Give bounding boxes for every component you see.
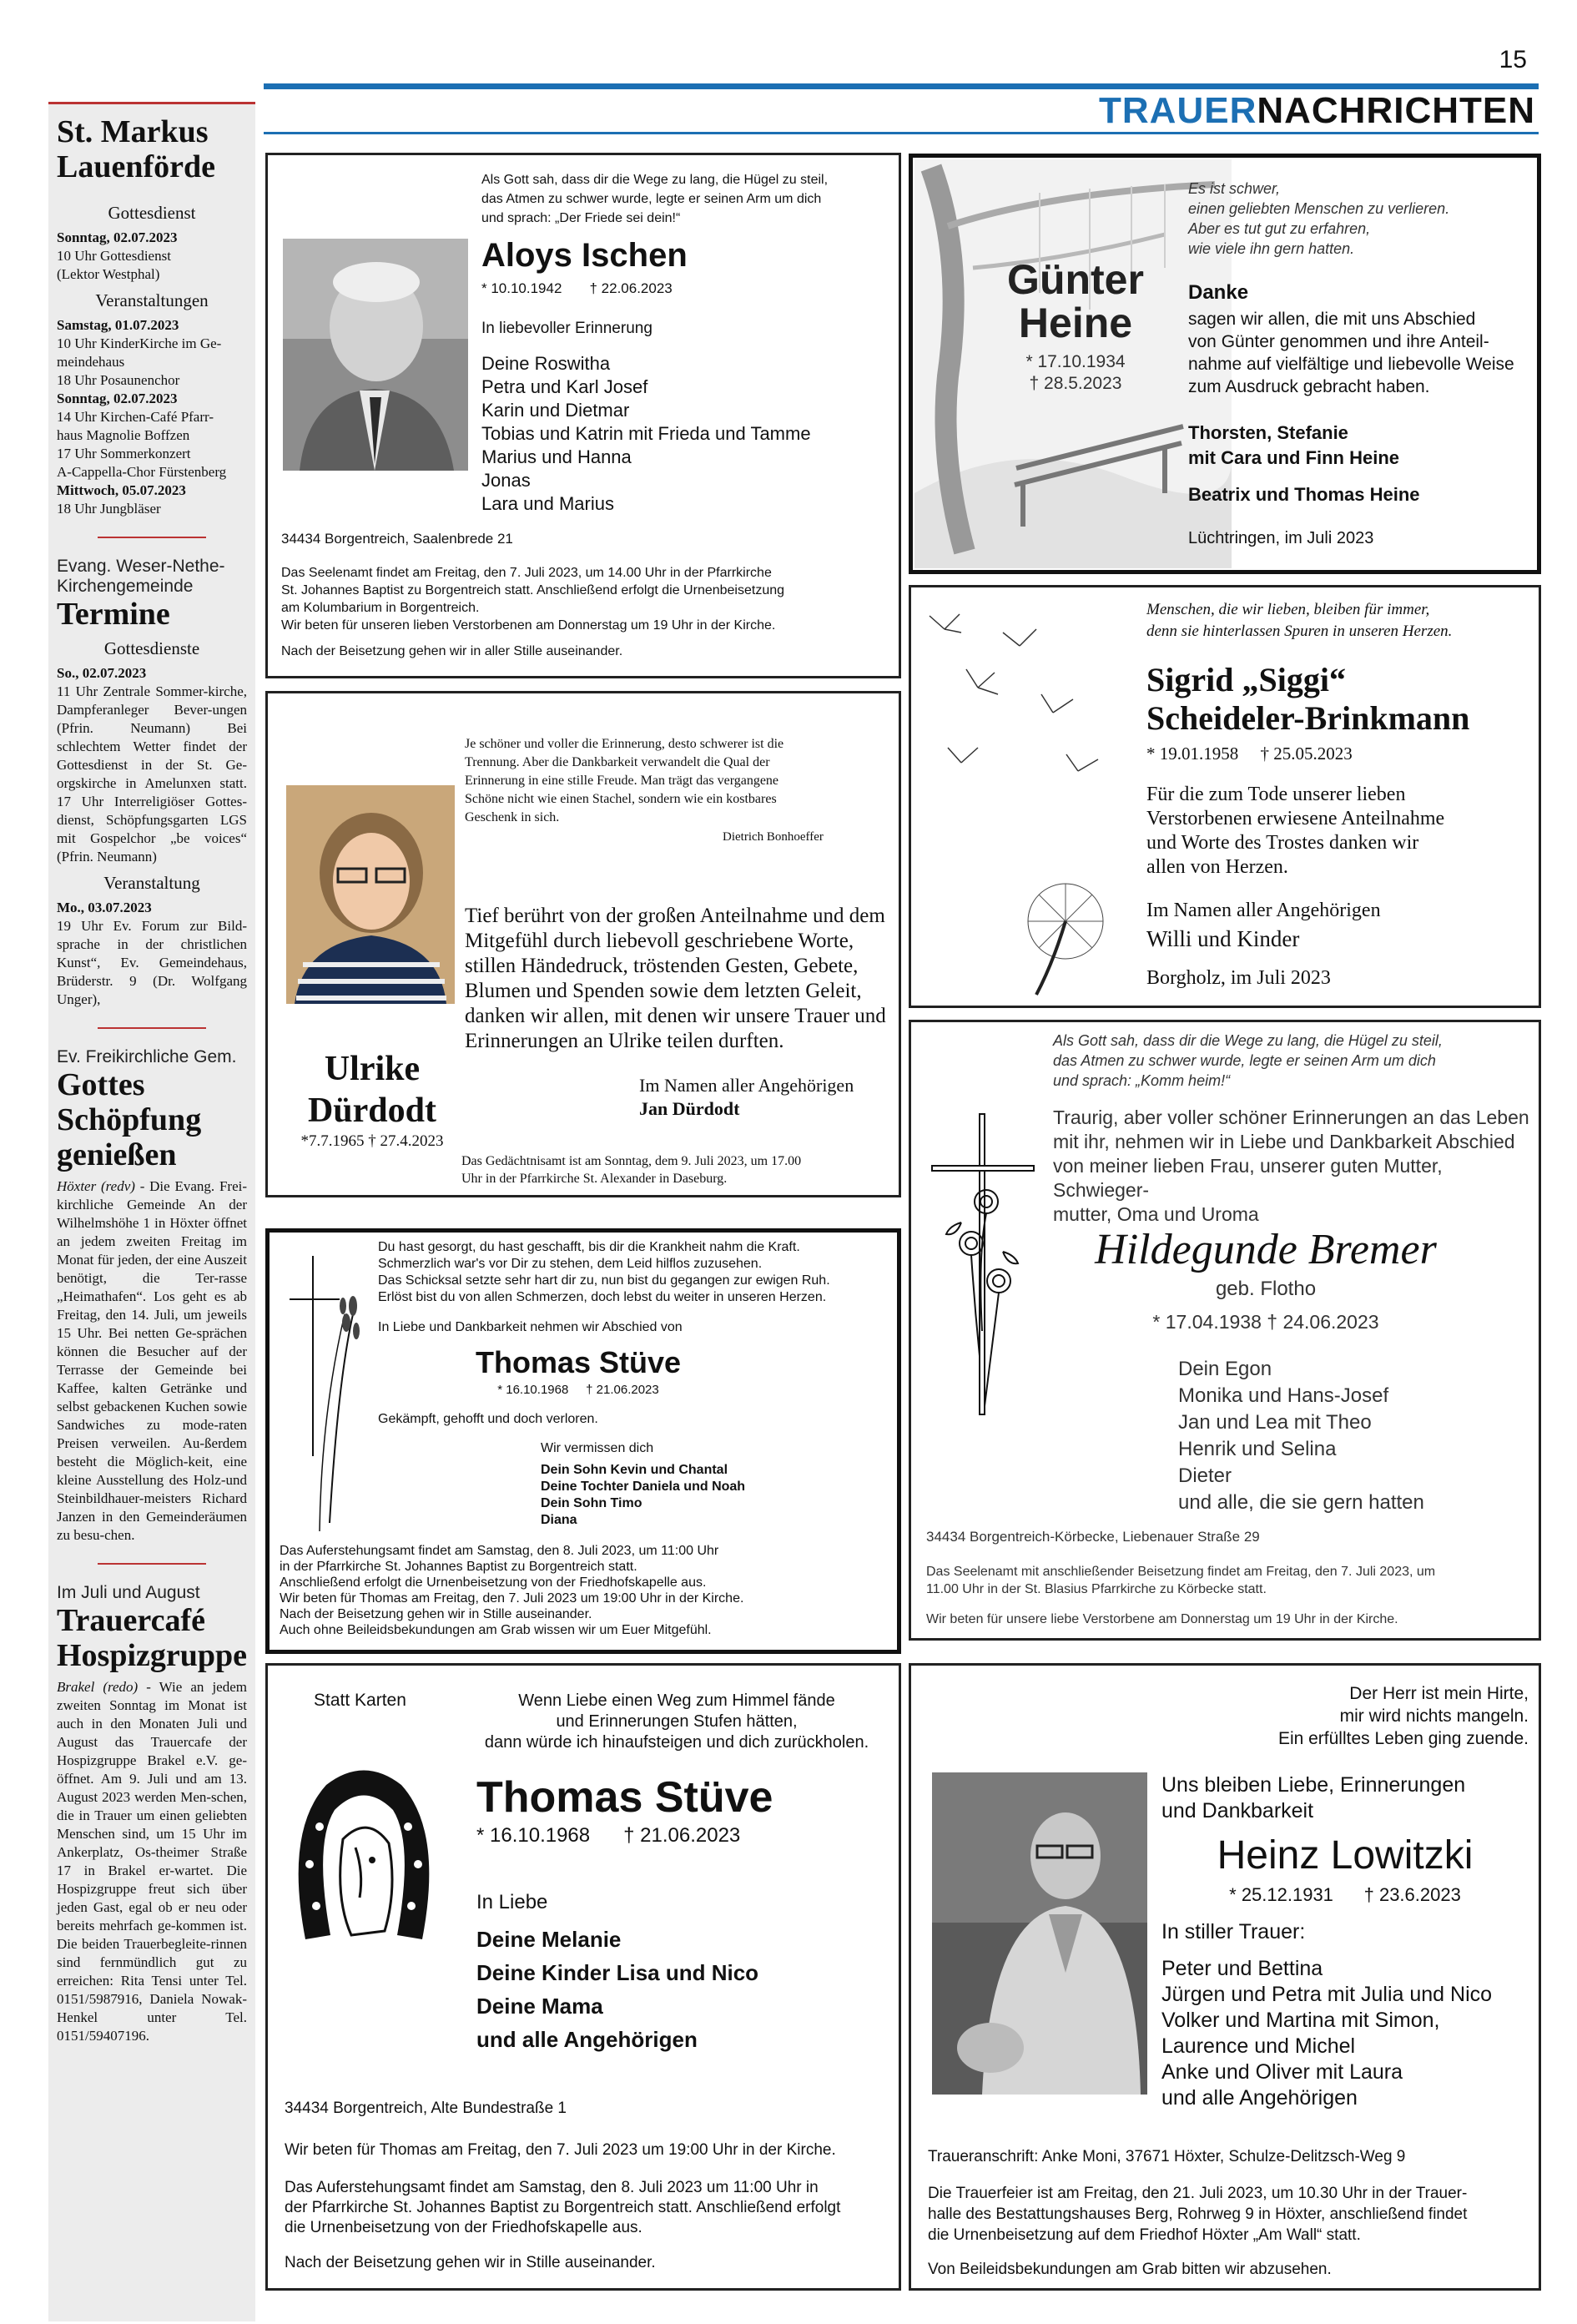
sidebar <box>48 102 255 2321</box>
aloys-mourners: Deine Roswitha Petra und Karl Josef Karin und Dietmar Tobias und Katrin mit Frieda und Tamme Marius und Hanna Jonas Lara und Marius <box>481 353 811 514</box>
sigrid-dates: * 19.01.1958 † 25.05.2023 <box>1146 744 1353 764</box>
header-rule-top <box>264 83 1539 89</box>
thomas1-name: Thomas Stüve <box>475 1345 682 1379</box>
aloys-address: 34434 Borgentreich, Saalenbrede 21 <box>281 531 513 547</box>
article-termine <box>57 557 247 1009</box>
guenter-family: Thorsten, Stefanie mit Cara und Finn Heine Beatrix und Thomas Heine <box>1188 422 1420 505</box>
guenter-thanks-title: Danke <box>1188 281 1249 304</box>
portrait-photo <box>283 239 468 471</box>
guenter-thanks-text: sagen wir allen, die mit uns Abschied von Günter genommen und ihre Anteil- nahme auf vielfältige und liebevolle Weise zum Ausdruck gebracht haben. <box>1188 310 1514 396</box>
thomas2-address: 34434 Borgentreich, Alte Bundestraße 1 <box>285 2100 567 2117</box>
thomas2-name: Thomas Stüve <box>476 1773 773 1822</box>
ulrike-mass: Das Gedächtnisamt ist am Sonntag, dem 9. Juli 2023, um 17.00 Uhr in der Pfarrkirche St. Alexander in Daseburg. <box>461 1154 802 1186</box>
aloys-intro: In liebevoller Erinnerung <box>481 320 652 337</box>
thomas1-dates: * 16.10.1968 † 21.06.2023 <box>497 1383 659 1397</box>
cross-with-wheat-illustration <box>280 1248 371 1540</box>
cafe-kicker: Im Juli und August <box>57 1583 200 1602</box>
thomas2-statt-karten: Statt Karten <box>314 1691 406 1710</box>
guenter-name: Günter Heine <box>1007 256 1144 346</box>
sigrid-text: Für die zum Tode unserer lieben Verstorbenen erwiesene Anteilnahme und Worte des Trostes danken wir allen von Herzen. <box>1146 784 1445 878</box>
hildegunde-maiden-name: geb. Flotho <box>1215 1278 1317 1300</box>
obituary-ulrike-duerdodt <box>265 691 901 1197</box>
sigrid-quote: Menschen, die wir lieben, bleiben für immer, denn sie hinterlassen Spuren in unseren Herzen. <box>1146 601 1453 640</box>
termine-sub-gottesdienste: Gottesdienste <box>103 638 200 658</box>
obituary-thomas-stueve-children <box>265 1228 901 1654</box>
termine-kicker: Evang. Weser-Nethe-Kirchengemeinde <box>57 557 225 596</box>
thomas2-notice: Das Auferstehungsamt findet am Samstag, den 8. Juli 2023 um 11:00 Uhr in der Pfarrkirche St. Johannes Baptist zu Borgentreich statt. Anschließend erfolgt die Urnenbeisetzung von der Friedhofskapelle aus. Nach der Beisetzung gehen wir in Stille auseinander. <box>285 2179 841 2271</box>
ulrike-signature: Im Namen aller Angehörigen Jan Dürdodt <box>639 1075 854 1119</box>
thomas1-notice: Das Auferstehungsamt findet am Samstag, den 8. Juli 2023, um 11:00 Uhr in der Pfarrkirche St. Johannes Baptist zu Borgentreich statt. Anschließend erfolgt die Urnenbeisetzung von der Friedhofskapelle aus. Wir beten für Thomas am Freitag, den 7. Juli 2023 um 19:00 Uhr in der Kirche. Nach der Beisetzung gehen wir in Stille auseinander. Auch ohne Beileidsbekundungen am Grab wissen wir um Euer Mitgefühl. <box>280 1544 744 1637</box>
sigrid-place: Borgholz, im Juli 2023 <box>1146 967 1331 989</box>
section-title: TRAUERNACHRICHTEN <box>1099 90 1535 131</box>
cross-with-roses-illustration <box>919 1089 1045 1423</box>
article-gottes <box>57 1047 247 1545</box>
obituary-aloys-ischen <box>265 153 901 678</box>
thomas2-pray: Wir beten für Thomas am Freitag, den 7. Juli 2023 um 19:00 Uhr in der Kirche. <box>285 2141 836 2159</box>
page-number: 15 <box>1499 46 1527 73</box>
horseshoe-horse-illustration <box>285 1764 443 1956</box>
hildegunde-quote: Als Gott sah, dass dir die Wege zu lang, die Hügel zu steil, das Atmen zu schwer wurde, legte er seinen Arm um dich und sprach: „Komm heim!“ <box>1053 1032 1443 1089</box>
hildegunde-address: 34434 Borgentreich-Körbecke, Liebenauer Straße 29 <box>926 1529 1260 1545</box>
guenter-place: Lüchtringen, im Juli 2023 <box>1188 529 1374 547</box>
thomas2-poem: Wenn Liebe einen Weg zum Himmel fände und Erinnerungen Stufen hätten, dann würde ich hinaufsteigen und dich zurückholen. <box>484 1691 869 1752</box>
divider <box>98 537 206 538</box>
cafe-heading: Trauercafé Hospizgruppe <box>57 1603 248 1673</box>
thomas1-intro: In Liebe und Dankbarkeit nehmen wir Abschied von <box>378 1320 683 1334</box>
obituary-heinz-lowitzki <box>909 1663 1541 2291</box>
guenter-poem: Es ist schwer, einen geliebten Menschen zu verlieren. Aber es tut gut zu erfahren, wie viele ihn gern hatten. <box>1188 180 1450 257</box>
thomas2-intro: In Liebe <box>476 1891 548 1913</box>
heinz-psalm: Der Herr ist mein Hirte, mir wird nichts mangeln. Ein erfülltes Leben ging zuende. <box>1277 1684 1529 1748</box>
divider <box>98 1027 206 1029</box>
gottes-body: Höxter (redv) - Die Evang. Frei-kirchliche Gemeinde An der Wilhelmshöhe 1 in Höxter öffnet an jedem zweiten Freitag im Monat für jeden, der eine Auszeit benötigt, die Ter-rasse „Heimathafen“. Los geht es ab Freitag, den 14. Juli, um jeweils 15 Uhr. Bei netten Ge-sprächen können die Besucher auf der Terrasse der Gemeinde bei Kaffee, kalten Getränke und selbst gebackenen Kuchen sowie Sandwiches zu mode-raten Preisen verweilen. Au-ßerdem besteht die Möglich-keit, eine kleine Ausstellung des Holz-und Steinbildhauer-meisters Richard Janzen in den Gemeinderäumen zu besu-chen. <box>57 1178 248 1543</box>
markus-body-2: Samstag, 01.07.2023 10 Uhr KinderKirche im Ge- meindehaus 18 Uhr Posaunenchor Sonntag, 02.07.2023 14 Uhr Kirchen-Café Pfarr- haus Magnolie Boffzen 17 Uhr Sommerkonzert A-Cappella-Chor Fürstenberg Mittwoch, 05.07.2023 18 Uhr Jungbläser <box>57 317 227 517</box>
heinz-dates: * 25.12.1931 † 23.6.2023 <box>1229 1884 1461 1905</box>
markus-heading: St. Markus Lauenförde <box>57 114 215 184</box>
aloys-name: Aloys Ischen <box>481 237 688 274</box>
article-cafe <box>57 1583 247 2045</box>
heinz-address: Traueranschrift: Anke Moni, 37671 Höxter, Schulze-Delitzsch-Weg 9 <box>928 2148 1406 2165</box>
thomas1-poem: Du hast gesorgt, du hast geschafft, bis dir die Krankheit nahm die Kraft. Schmerzlich war's vor Dir zu stehen, dem Leid hilflos zuzusehen. Das Schicksal setzte sehr hart dir zu, nun bist du gegangen zur ewigen Ruh. Erlöst bist du von allen Schmerzen, doch lebst du weiter in unseren Herzen. <box>378 1240 830 1304</box>
termine-sub-veranstaltung: Veranstaltung <box>103 873 200 893</box>
obituary-hildegunde-bremer <box>909 1020 1541 1641</box>
heinz-name: Heinz Lowitzki <box>1217 1833 1474 1878</box>
thomas1-miss: Wir vermissen dich <box>541 1441 654 1455</box>
thomas1-family: Dein Sohn Kevin und Chantal Deine Tochter Daniela und Noah Dein Sohn Timo Diana <box>541 1463 746 1527</box>
termine-body-2: Mo., 03.07.2023 19 Uhr Ev. Forum zur Bild-sprache in der christlichen Kunst“, Ev. Gemeindehaus, Brüderstr. 9 (Dr. Wolfgang Unger), <box>57 900 247 1007</box>
ulrike-quote-author: Dietrich Bonhoeffer <box>723 830 824 844</box>
markus-sub-veranstaltungen: Veranstaltungen <box>95 290 209 310</box>
thomas1-motto: Gekämpft, gehofft und doch verloren. <box>378 1412 598 1426</box>
hildegunde-mourners: Dein Egon Monika und Hans-Josef Jan und Lea mit Theo Henrik und Selina Dieter und alle, die sie gern hatten <box>1178 1358 1424 1514</box>
thomas2-dates: * 16.10.1968 † 21.06.2023 <box>476 1824 741 1847</box>
hildegunde-notice: Das Seelenamt mit anschließender Beisetzung findet am Freitag, den 7. Juli 2023, um 11.00 Uhr in der St. Blasius Pfarrkirche zu Körbecke statt. Wir beten für unsere liebe Verstorbene am Donnerstag um 19 Uhr in der Kirche. <box>926 1565 1436 1626</box>
portrait-photo <box>286 785 455 1004</box>
sigrid-signature: Im Namen aller Angehörigen Willi und Kinder <box>1146 900 1381 951</box>
heinz-notice: Die Trauerfeier ist am Freitag, den 21. Juli 2023, um 10.30 Uhr in der Trauer- halle des Bestattungshauses Berg, Rohrweg 9 in Höxter, anschließend findet die Urnenbeisetzung auf dem Friedhof Höxter „Am Wall“ statt. Von Beileidsbekundungen am Grab bitten wir abzusehen. <box>928 2185 1468 2278</box>
obituary-thomas-stueve-family <box>265 1663 901 2291</box>
obituary-sigrid-scheideler-brinkmann <box>909 585 1541 1008</box>
hildegunde-name: Hildegunde Bremer <box>1095 1226 1437 1273</box>
markus-body-1: Sonntag, 02.07.2023 10 Uhr Gottesdienst (Lektor Westphal) <box>57 229 178 282</box>
header-rule-bottom <box>264 132 1539 134</box>
ulrike-quote: Je schöner und voller die Erinnerung, desto schwerer ist die Trennung. Aber die Dankbarkeit verwandelt die Qual der Erinnerung in eine stille Freude. Man trägt das vergangene Schöne nicht wie einen Stachel, sondern wie ein kostbares Geschenk in sich. <box>465 737 784 824</box>
hildegunde-text: Traurig, aber voller schöner Erinnerungen an das Leben mit ihr, nehmen wir in Liebe und Dankbarkeit Abschied von meiner lieben Frau, unserer guten Mutter, Schwieger- mutter, Oma und Uroma <box>1053 1107 1529 1225</box>
article-markus <box>57 114 247 518</box>
hildegunde-dates: * 17.04.1938 † 24.06.2023 <box>1152 1311 1379 1333</box>
termine-body-1: So., 02.07.2023 11 Uhr Zentrale Sommer-kirche, Dampferanleger Bever-ungen (Pfrin. Neumann) Bei schlechtem Wetter findet der Gottesdienst in der St. Ge-orgskirche in Amelunxen statt. 17 Uhr Interreligiöser Gottes-dienst, Schöpfungsgarten LGS mit Gospelchor „be voices“ (Pfrin. Neumann) <box>57 665 247 865</box>
gottes-kicker: Ev. Freikirchliche Gem. <box>57 1047 237 1066</box>
gottes-heading: Gottes Schöpfung genießen <box>57 1067 202 1172</box>
heinz-mourners: Peter und Bettina Jürgen und Petra mit Julia und Nico Volker und Martina mit Simon, Laurence und Michel Anke und Oliver mit Laura und alle Angehörigen <box>1161 1957 1493 2110</box>
termine-heading: Termine <box>57 597 170 632</box>
ulrike-name: Ulrike Dürdodt <box>307 1050 437 1130</box>
markus-sub-gottesdienst: Gottesdienst <box>108 203 196 223</box>
divider <box>98 1563 206 1565</box>
aloys-quote: Als Gott sah, dass dir die Wege zu lang, die Hügel zu steil, das Atmen zu schwer wurde, legte er seinen Arm um dich und sprach: „Der Friede sei dein!“ <box>481 173 829 225</box>
guenter-dates: * 17.10.1934 † 28.5.2023 <box>1025 352 1126 393</box>
dandelion-illustration <box>919 596 1128 996</box>
ulrike-text: Tief berührt von der großen Anteilnahme und dem Mitgefühl durch liebevoll geschriebene Worte, stillen Händedruck, tröstenden Gesten, Gebete, Blumen und Spenden sowie dem letzten Geleit, danken wir allen, mit denen wir unsere Trauer und Erinnerungen an Ulrike teilen durften. <box>465 905 886 1052</box>
ulrike-dates: *7.7.1965 † 27.4.2023 <box>300 1132 444 1150</box>
aloys-dates: * 10.10.1942 † 22.06.2023 <box>481 280 673 296</box>
sigrid-name: Sigrid „Siggi“ Scheideler-Brinkmann <box>1146 661 1470 737</box>
heinz-remain: Uns bleiben Liebe, Erinnerungen und Dankbarkeit <box>1161 1773 1466 1822</box>
aloys-notice: Das Seelenamt findet am Freitag, den 7. Juli 2023, um 14.00 Uhr in der Pfarrkirche St. Johannes Baptist zu Borgentreich statt. Anschließend erfolgt die Urnenbeisetzung am Kolumbarium in Borgentreich. Wir beten für unseren lieben Verstorbenen am Donnerstag um 19 Uhr in der Kirche. Nach der Beisetzung gehen wir in aller Stille auseinander. <box>281 566 785 658</box>
portrait-photo <box>932 1772 1147 2095</box>
obituary-guenter-heine <box>909 154 1541 574</box>
thomas2-family: Deine Melanie Deine Kinder Lisa und Nico Deine Mama und alle Angehörigen <box>476 1927 759 2052</box>
heinz-intro: In stiller Trauer: <box>1161 1920 1306 1943</box>
cafe-body: Brakel (redo) - Wie an jedem zweiten Sonntag im Monat ist auch in den Monaten Juli und August das Trauercafe der Hospizgruppe Brakel e.V. ge-öffnet. Am 9. Juli und am 13. August 2023 werden Men-schen, die in Trauer um einen geliebten Menschen sind, um 15 Uhr im Ankerplatz, Os-theimer Straße 17 in Brakel er-wartet. Die Hospizgruppe freut sich über jeden Gast, egal ob er neu oder bereits mehrfach ge-kommen ist. Die beiden Trauerbegleite-rinnen sind fernmündlich gut zu erreichen: Rita Tensi unter Tel. 0151/5987916, Daniela Nowak-Henkel unter Tel. 0151/59407196. <box>57 1679 247 2044</box>
